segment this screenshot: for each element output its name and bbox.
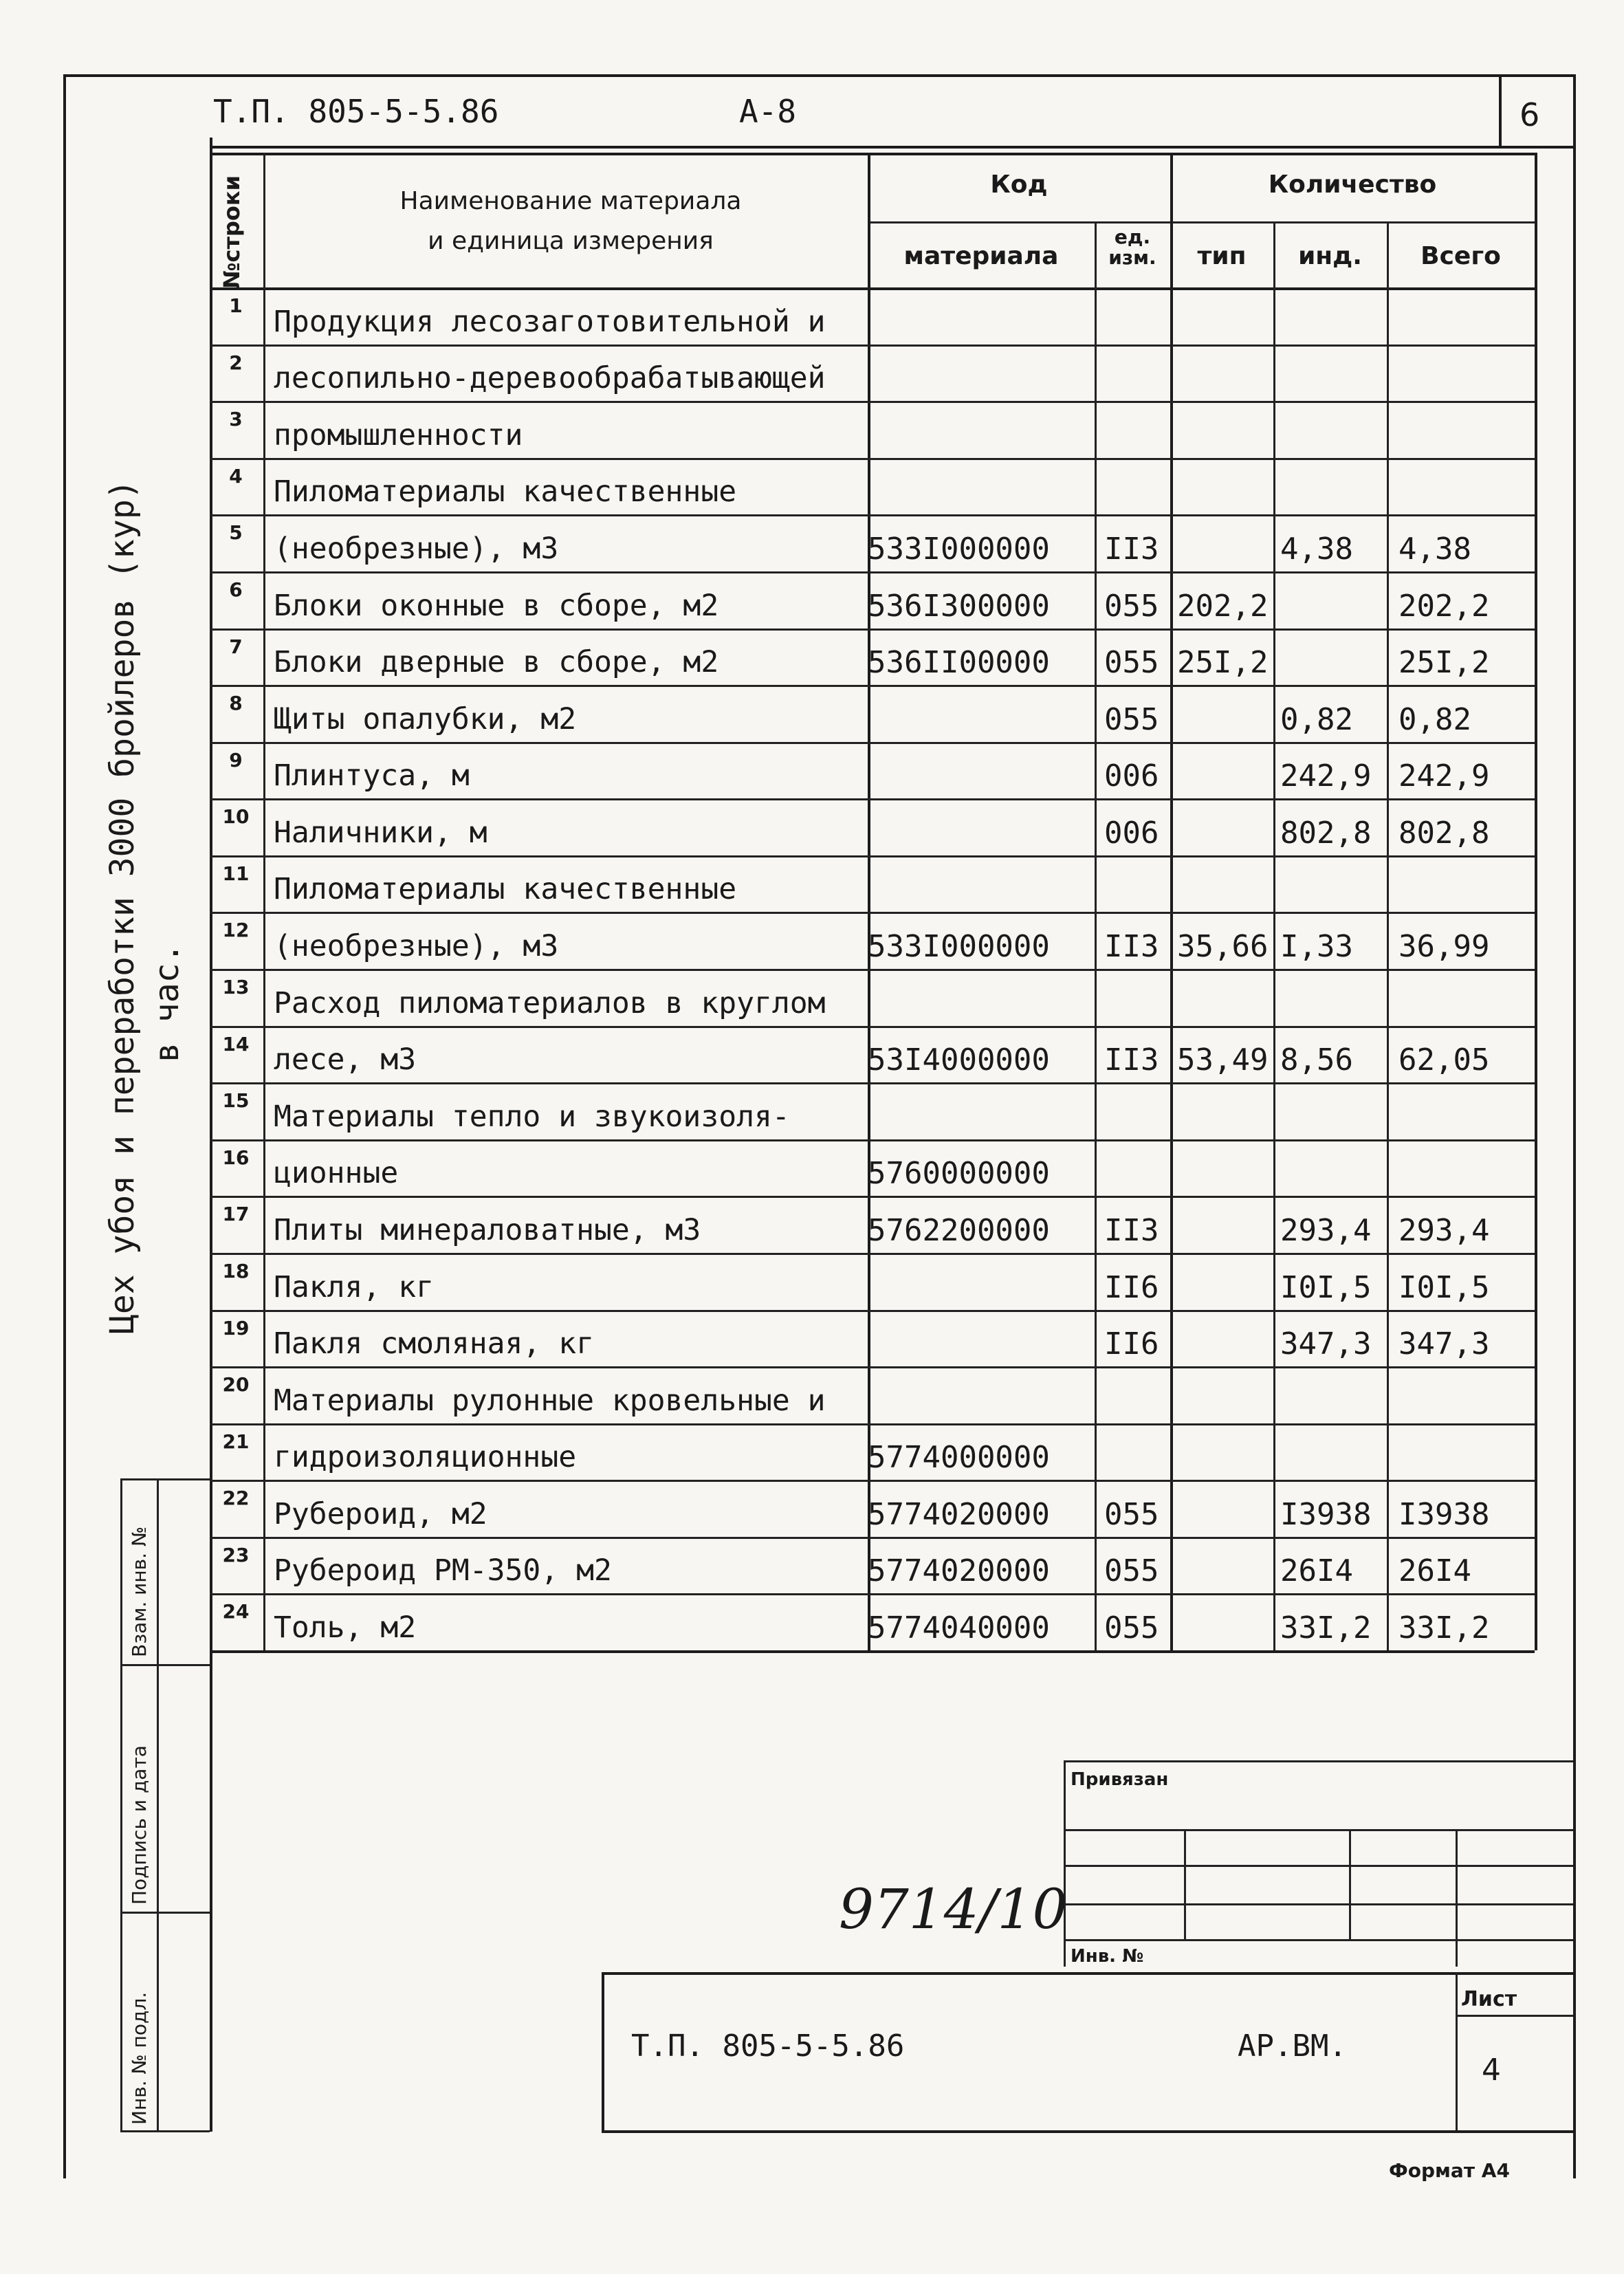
side-title-line2: в час. <box>148 943 186 1062</box>
header-qty-type: тип <box>1197 242 1247 270</box>
row-number: 21 <box>222 1430 250 1453</box>
row-number: 20 <box>222 1373 250 1397</box>
row-name: Пиломатериалы качественные <box>274 474 737 510</box>
row-number: 18 <box>222 1259 250 1282</box>
row-unit: II3 <box>1104 929 1159 964</box>
table-col-line <box>1095 221 1097 1650</box>
row-qty-total: 25I,2 <box>1398 645 1490 681</box>
row-name: Материалы рулонные кровельные и <box>274 1383 826 1418</box>
header-name-line2: и единица измерения <box>428 227 714 255</box>
row-name: промышленности <box>274 417 523 452</box>
stamp-row-4 <box>1064 1939 1573 1941</box>
row-number: 17 <box>222 1203 250 1226</box>
row-qty-type: 25I,2 <box>1177 645 1269 681</box>
title-block-sheet-sep <box>1456 1972 1458 2130</box>
row-unit: II3 <box>1104 531 1159 567</box>
row-qty-total: I3938 <box>1398 1496 1490 1532</box>
row-qty-total: 62,05 <box>1398 1042 1490 1078</box>
row-qty-ind: 802,8 <box>1280 815 1372 851</box>
side-title-line1: Цех убоя и переработки 3000 бройлеров (кур) <box>103 479 142 1334</box>
row-unit: 006 <box>1104 815 1159 851</box>
row-number: 15 <box>222 1089 250 1113</box>
row-qty-total: 26I4 <box>1398 1553 1471 1589</box>
row-qty-ind: 347,3 <box>1280 1326 1372 1362</box>
row-unit: II3 <box>1104 1212 1159 1248</box>
header-name-line1: Наименование материала <box>399 187 742 215</box>
row-number: 6 <box>229 578 243 601</box>
table-row-line <box>210 458 1535 460</box>
stamp-privyazan: Привязан <box>1071 1769 1169 1790</box>
frame-top-border <box>63 74 1576 77</box>
header-doc-code: Т.П. 805-5-5.86 <box>213 93 499 130</box>
row-unit: 006 <box>1104 758 1159 794</box>
table-row-line <box>210 628 1535 631</box>
title-block-sheet-label: Лист <box>1461 1987 1517 2011</box>
row-name: Щиты опалубки, м2 <box>274 701 577 736</box>
stamp-box-top <box>1064 1760 1573 1762</box>
row-unit: II6 <box>1104 1326 1159 1362</box>
stamp-h1 <box>120 1478 210 1480</box>
row-qty-ind: 4,38 <box>1280 531 1353 567</box>
header-section: А-8 <box>739 93 797 130</box>
row-name: лесе, м3 <box>274 1042 417 1078</box>
row-name: Пакля смоляная, кг <box>274 1326 594 1362</box>
table-row-line <box>210 1366 1535 1368</box>
stamp-col-a <box>1184 1829 1186 1939</box>
row-code: 533I000000 <box>868 929 1050 964</box>
row-unit: 055 <box>1104 1496 1159 1532</box>
row-number: 9 <box>229 748 243 772</box>
table-row-line <box>210 1423 1535 1425</box>
table-col-line <box>1387 221 1389 1650</box>
format-label: Формат А4 <box>1389 2159 1510 2182</box>
title-block-sheet-no: 4 <box>1482 2053 1501 2088</box>
table-col-line <box>868 153 870 1650</box>
stamp-inv-no: Инв. № <box>1071 1946 1144 1967</box>
row-unit: 055 <box>1104 701 1159 737</box>
row-code: 5760000000 <box>868 1156 1050 1192</box>
row-unit: II3 <box>1104 1042 1159 1078</box>
row-name: лесопильно-деревообрабатывающей <box>274 361 826 396</box>
table-row-line <box>210 1537 1535 1539</box>
stamp-h2 <box>120 1664 210 1666</box>
row-qty-total: 802,8 <box>1398 815 1490 851</box>
table-row-line <box>210 1310 1535 1312</box>
table-row-line <box>210 855 1535 857</box>
title-block-mark: АР.ВМ. <box>1238 2029 1347 2064</box>
table-row-line <box>210 401 1535 403</box>
title-block-left <box>602 1972 604 2132</box>
stamp-row-1 <box>1064 1829 1573 1831</box>
row-name: Пакля, кг <box>274 1269 434 1304</box>
row-code: 5774000000 <box>868 1440 1050 1476</box>
row-number: 10 <box>222 805 250 829</box>
row-code: 5762200000 <box>868 1212 1050 1248</box>
table-row-line <box>210 1593 1535 1595</box>
row-number: 4 <box>229 464 243 488</box>
row-unit: 055 <box>1104 645 1159 681</box>
row-name: Толь, м2 <box>274 1610 417 1645</box>
row-name: Наличники, м <box>274 815 487 850</box>
row-qty-total: 202,2 <box>1398 588 1490 624</box>
row-code: 5774020000 <box>868 1553 1050 1589</box>
row-qty-total: 347,3 <box>1398 1326 1490 1362</box>
row-number: 14 <box>222 1032 250 1056</box>
row-number: 24 <box>222 1600 250 1623</box>
row-name: гидроизоляционные <box>274 1440 577 1475</box>
header-qty-total: Всего <box>1420 242 1501 270</box>
row-number: 12 <box>222 919 250 942</box>
frame-right-border <box>1573 74 1576 2178</box>
frame-left-border <box>63 74 66 2178</box>
table-col-line <box>263 153 265 1650</box>
row-name: Плиты минераловатные, м3 <box>274 1212 701 1247</box>
row-code: 533I000000 <box>868 531 1050 567</box>
row-qty-total: 33I,2 <box>1398 1610 1490 1646</box>
row-unit: 055 <box>1104 588 1159 624</box>
row-number: 16 <box>222 1146 250 1169</box>
row-qty-total: 0,82 <box>1398 701 1471 737</box>
row-qty-ind: I3938 <box>1280 1496 1372 1532</box>
table-top-line <box>210 153 1535 155</box>
header-code-material: материала <box>903 242 1059 270</box>
page-box-left <box>1499 74 1502 146</box>
row-qty-type: 53,49 <box>1177 1042 1269 1078</box>
row-qty-ind: 8,56 <box>1280 1042 1353 1078</box>
table-row-line <box>210 1082 1535 1084</box>
row-unit: II6 <box>1104 1269 1159 1305</box>
stamp-podpis-label: Подпись и дата <box>128 1745 151 1905</box>
table-row-line <box>210 514 1535 516</box>
row-number: 23 <box>222 1543 250 1566</box>
header-quantity: Количество <box>1268 171 1437 199</box>
row-qty-total: 293,4 <box>1398 1212 1490 1248</box>
row-qty-ind: 242,9 <box>1280 758 1372 794</box>
table-row-line <box>210 912 1535 914</box>
row-unit: 055 <box>1104 1553 1159 1589</box>
frame-inner-left <box>210 138 212 2132</box>
row-qty-total: 36,99 <box>1398 929 1490 964</box>
title-block-bottom <box>602 2130 1573 2133</box>
stamp-col-mid <box>157 1478 159 2132</box>
title-block-sheet-line <box>1456 2015 1573 2017</box>
row-qty-ind: I,33 <box>1280 929 1353 964</box>
row-qty-total: I0I,5 <box>1398 1269 1490 1305</box>
table-row-line <box>210 1139 1535 1141</box>
row-code: 536I300000 <box>868 588 1050 624</box>
stamp-row-2 <box>1064 1865 1573 1867</box>
row-code: 53I4000000 <box>868 1042 1050 1078</box>
stamp-inv-label: Инв. № подл. <box>128 1991 151 2125</box>
table-row-line <box>210 969 1535 971</box>
row-qty-total: 4,38 <box>1398 531 1471 567</box>
row-name: Рубероид РМ-350, м2 <box>274 1553 612 1588</box>
row-code: 5774040000 <box>868 1610 1050 1646</box>
row-qty-type: 35,66 <box>1177 929 1269 964</box>
row-number: 11 <box>222 862 250 885</box>
title-block-doc-code: Т.П. 805-5-5.86 <box>631 2029 905 2064</box>
row-number: 5 <box>229 521 243 545</box>
header-bottom-line <box>210 146 1573 149</box>
header-code: Код <box>990 171 1048 199</box>
row-code: 536II00000 <box>868 645 1050 681</box>
table-col-line <box>1170 153 1173 1650</box>
row-name: Продукция лесозаготовительной и <box>274 304 826 339</box>
table-row-line <box>210 798 1535 800</box>
handwritten-number: 9714/10 <box>839 1877 1068 1941</box>
row-qty-total: 242,9 <box>1398 758 1490 794</box>
row-number: 3 <box>229 408 243 431</box>
row-number: 19 <box>222 1316 250 1340</box>
table-row-line <box>210 1196 1535 1198</box>
row-name: Блоки дверные в сборе, м2 <box>274 645 719 680</box>
stamp-h4 <box>120 2130 210 2132</box>
table-right-line <box>1535 153 1537 1650</box>
row-name: Расход пиломатериалов в круглом <box>274 985 826 1020</box>
table-row-line <box>210 1650 1535 1653</box>
title-block-top <box>602 1972 1573 1975</box>
stamp-col-b <box>1349 1829 1351 1939</box>
row-name: ционные <box>274 1156 399 1191</box>
row-name: Пиломатериалы качественные <box>274 872 737 907</box>
row-qty-ind: 293,4 <box>1280 1212 1372 1248</box>
table-row-line <box>210 685 1535 687</box>
row-name: Материалы тепло и звукоизоля- <box>274 1099 790 1134</box>
row-number: 8 <box>229 692 243 715</box>
row-qty-ind: 26I4 <box>1280 1553 1353 1589</box>
row-unit: 055 <box>1104 1610 1159 1646</box>
row-qty-ind: 33I,2 <box>1280 1610 1372 1646</box>
row-name: (необрезные), м3 <box>274 531 559 566</box>
stamp-col-left <box>120 1478 122 2132</box>
header-qty-ind: инд. <box>1298 242 1362 270</box>
row-number: 13 <box>222 976 250 998</box>
header-code-unit: ед. изм. <box>1108 226 1156 269</box>
table-row-line <box>210 1026 1535 1028</box>
stamp-col-c <box>1456 1829 1458 1967</box>
table-row-line <box>210 571 1535 573</box>
table-col-line <box>1273 221 1275 1650</box>
table-row-line <box>210 345 1535 347</box>
row-code: 5774020000 <box>868 1496 1050 1532</box>
row-number: 2 <box>229 351 243 374</box>
row-name: Рубероид, м2 <box>274 1496 487 1531</box>
row-number: 1 <box>229 294 243 317</box>
row-number: 22 <box>222 1487 250 1510</box>
row-qty-ind: 0,82 <box>1280 701 1353 737</box>
stamp-row-3 <box>1064 1903 1573 1905</box>
row-qty-ind: I0I,5 <box>1280 1269 1372 1305</box>
header-row-number: №строки <box>219 175 245 289</box>
row-qty-type: 202,2 <box>1177 588 1269 624</box>
table-row-line <box>210 742 1535 744</box>
row-name: Блоки оконные в сборе, м2 <box>274 588 719 623</box>
header-bottom-line <box>210 287 1535 290</box>
row-name: (необрезные), м3 <box>274 929 559 963</box>
stamp-vzam-label: Взам. инв. № <box>128 1526 151 1657</box>
row-name: Плинтуса, м <box>274 758 470 794</box>
header-sub-line <box>868 221 1535 223</box>
stamp-h3 <box>120 1912 210 1914</box>
table-row-line <box>210 1253 1535 1255</box>
row-number: 7 <box>229 635 243 658</box>
table-row-line <box>210 1480 1535 1482</box>
page-number: 6 <box>1519 96 1540 133</box>
